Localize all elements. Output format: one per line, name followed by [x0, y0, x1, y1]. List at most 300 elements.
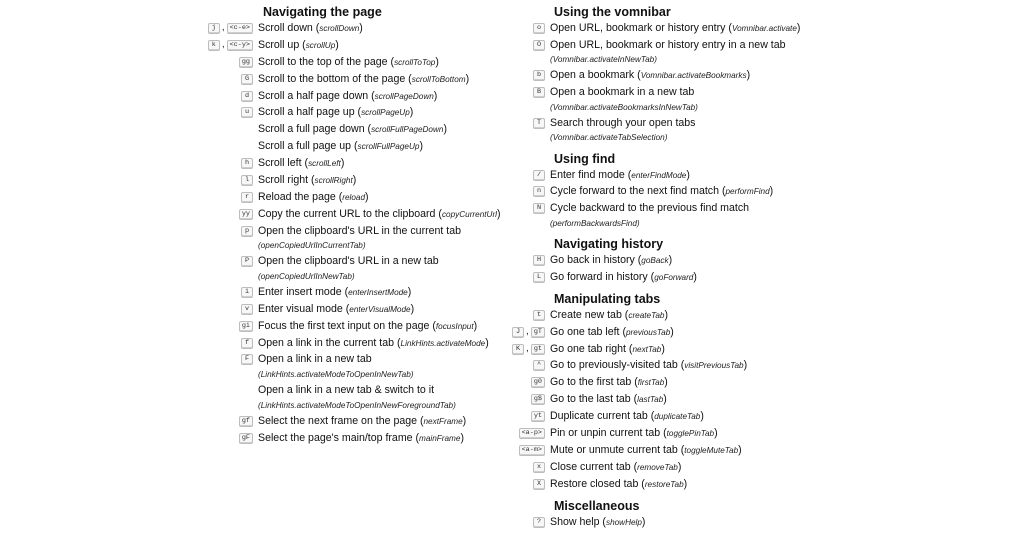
command-description: [550, 168, 1024, 184]
key-bindings: [0, 173, 258, 189]
command-name-line: (performBackwardsFind): [550, 218, 640, 228]
command-row-vomnibar-activate: [512, 21, 1024, 38]
command-row-createtab: [512, 308, 1024, 325]
command-name: scrollRight: [314, 176, 353, 186]
command-name-wrap: (Vomnibar.activate): [725, 22, 801, 34]
command-name: scrollUp: [305, 40, 336, 50]
key-badge: P: [241, 256, 253, 267]
command-name: lastTab: [637, 395, 664, 405]
key-bindings: [0, 285, 258, 301]
command-row-previoustab: [512, 325, 1024, 342]
command-description: [550, 392, 1024, 408]
command-row-nextframe: [0, 414, 512, 431]
command-row-goback: [512, 253, 1024, 270]
command-name-wrap: (scrollToBottom): [405, 72, 470, 85]
key-bindings: [0, 336, 258, 352]
command-name: createTab: [628, 310, 665, 320]
command-name-wrap: (goBack): [634, 253, 673, 266]
command-name-wrap: (scrollPageDown): [368, 89, 438, 102]
key-badge: <c-e>: [227, 23, 253, 34]
command-description: [258, 302, 512, 318]
command-row-scrollfullpageup: [0, 139, 512, 156]
command-text: Reload the page: [258, 190, 336, 203]
command-name: goBack: [641, 255, 669, 265]
command-row-scrolldown: [0, 21, 512, 38]
command-row-scrollleft: [0, 156, 512, 173]
command-name: togglePinTab: [666, 428, 715, 438]
key-badge: ^: [533, 360, 545, 371]
command-description: [550, 325, 1024, 341]
command-row-scrollfullpagedown: [0, 122, 512, 139]
command-name-wrap: (previousTab): [619, 325, 674, 338]
left-column: [0, 0, 512, 447]
command-name: copyCurrentUrl: [441, 209, 497, 219]
command-name-line: (LinkHints.activateModeToOpenInNewForegroundTab): [258, 400, 456, 410]
key-bindings: [512, 168, 550, 184]
command-name-line: (Vomnibar.activateBookmarksInNewTab): [550, 102, 698, 112]
key-separator: ,: [221, 38, 225, 50]
key-bindings: [0, 302, 258, 318]
key-bindings: [0, 72, 258, 88]
command-row-scrollright: [0, 173, 512, 190]
command-description: [258, 224, 512, 254]
command-name: LinkHints.activateModeToOpenInNewForegroundTab: [260, 400, 454, 410]
key-badge: x: [533, 462, 545, 473]
command-name: showHelp: [605, 517, 642, 527]
command-description: [258, 414, 512, 430]
command-text: Enter find mode: [550, 168, 625, 181]
command-text: Mute or unmute current tab: [550, 443, 678, 456]
command-name-wrap: (firstTab): [631, 376, 668, 389]
command-text: Open the clipboard's URL in a new tab: [258, 255, 439, 268]
command-description: [258, 431, 512, 447]
key-bindings: [512, 201, 550, 217]
command-text: Pin or unpin current tab: [550, 426, 661, 439]
command-name-wrap: (focusInput): [429, 319, 478, 332]
command-description: [550, 477, 1024, 493]
key-badge: n: [533, 186, 545, 197]
command-row-performfind: [512, 184, 1024, 201]
command-name: Vomnibar.activateBookmarks: [640, 71, 747, 81]
command-name: duplicateTab: [654, 412, 701, 422]
command-text: Scroll up: [258, 38, 300, 51]
key-badge: /: [533, 170, 545, 181]
command-row-togglepintab: [512, 426, 1024, 443]
command-row-linkhints-activatemodetoopeninnewforegroundtab: [0, 383, 512, 414]
command-name-wrap: (restoreTab): [638, 477, 688, 490]
key-bindings: [0, 207, 258, 223]
command-text: Select the page's main/top frame: [258, 431, 413, 444]
key-bindings: [512, 21, 550, 37]
command-name: scrollToBottom: [411, 74, 466, 84]
command-description: [550, 68, 1024, 84]
command-text: Scroll a full page down: [258, 123, 365, 136]
command-name: nextTab: [632, 344, 662, 354]
key-bindings: [0, 55, 258, 71]
command-description: [258, 383, 512, 413]
command-name-wrap: (removeTab): [630, 460, 682, 473]
key-badge: r: [241, 192, 253, 203]
command-name: Vomnibar.activateInNewTab: [552, 55, 655, 65]
command-description: [258, 285, 512, 301]
section-title: Miscellaneous: [554, 498, 640, 513]
command-text: Go forward in history: [550, 270, 648, 283]
command-text: Enter visual mode: [258, 302, 343, 315]
command-name-wrap: (copyCurrentUrl): [435, 207, 501, 220]
section-title: Using the vomnibar: [554, 5, 671, 19]
command-name-wrap: (enterFindMode): [624, 168, 690, 181]
command-description: [550, 38, 1024, 68]
key-bindings: [512, 477, 550, 493]
command-description: [258, 352, 512, 382]
key-badge: i: [241, 287, 253, 298]
command-description: [550, 308, 1024, 324]
key-bindings: [0, 414, 258, 430]
section-title: Manipulating tabs: [554, 291, 661, 306]
key-badge: p: [241, 226, 253, 237]
command-description: [258, 190, 512, 206]
command-name: reload: [342, 192, 366, 202]
command-name: Vomnibar.activateTabSelection: [552, 133, 665, 143]
command-name-wrap: (goForward): [647, 270, 697, 283]
key-bindings: [512, 116, 550, 132]
command-text: Cycle forward to the next find match: [550, 185, 719, 198]
command-name: scrollFullPageUp: [357, 142, 420, 152]
key-separator: ,: [526, 342, 529, 354]
command-row-goforward: [512, 270, 1024, 287]
command-text: Go to the last tab: [550, 393, 631, 406]
key-badge: K: [512, 344, 524, 355]
command-name-wrap: (scrollRight): [308, 174, 357, 187]
command-text: Open a link in a new tab & switch to it: [258, 384, 435, 397]
key-bindings: [512, 38, 550, 54]
command-description: [258, 38, 512, 54]
command-description: [550, 21, 1024, 37]
section-using-find: [512, 151, 1024, 232]
key-badge: T: [533, 118, 545, 129]
key-badge: g$: [531, 394, 545, 405]
key-badge: J: [512, 327, 524, 338]
command-text: Scroll to the top of the page: [258, 55, 388, 68]
command-text: Create new tab: [550, 308, 622, 321]
key-bindings: [0, 122, 258, 138]
command-description: [258, 21, 512, 37]
command-text: Go to previously-visited tab: [550, 359, 678, 372]
command-description: [258, 89, 512, 105]
section-navigating-the-page: [0, 4, 512, 447]
command-text: Search through your open tabs: [550, 116, 696, 129]
command-row-scrolltobottom: [0, 72, 512, 89]
key-bindings: [512, 358, 550, 374]
command-name-wrap: (toggleMuteTab): [677, 443, 742, 456]
key-bindings: [512, 460, 550, 476]
command-name: firstTab: [637, 378, 665, 388]
key-bindings: [0, 139, 258, 155]
key-badge: yy: [239, 209, 253, 220]
command-name-wrap: (enterInsertMode): [341, 285, 412, 298]
key-bindings: [0, 224, 258, 240]
command-text: Show help: [550, 515, 600, 528]
command-row-scrolltotop: [0, 55, 512, 72]
command-name-wrap: (scrollToTop): [387, 55, 439, 68]
command-name: mainFrame: [419, 433, 461, 443]
command-description: [258, 254, 512, 284]
key-badge: H: [533, 255, 545, 266]
command-name-wrap: (scrollFullPageDown): [364, 123, 447, 136]
command-text: Scroll down: [258, 22, 313, 34]
key-bindings: [512, 342, 550, 358]
key-bindings: [0, 383, 258, 399]
key-badge: <c-y>: [227, 40, 253, 51]
command-name-wrap: (togglePinTab): [660, 426, 718, 439]
command-name-line: (Vomnibar.activateTabSelection): [550, 133, 668, 143]
command-description: [550, 443, 1024, 459]
command-text: Scroll left: [258, 157, 302, 170]
command-name: restoreTab: [644, 479, 684, 489]
key-badge: gf: [239, 416, 253, 427]
command-name: openCopiedUrlInCurrentTab: [260, 241, 363, 251]
key-bindings: [512, 325, 550, 341]
key-bindings: [0, 352, 258, 368]
command-name-line: (openCopiedUrlInCurrentTab): [258, 241, 366, 251]
command-name-wrap: (nextFrame): [417, 414, 467, 427]
command-name: performFind: [725, 187, 770, 197]
key-badge: N: [533, 203, 545, 214]
command-name-wrap: (showHelp): [599, 515, 646, 528]
command-row-lasttab: [512, 392, 1024, 409]
command-text: Copy the current URL to the clipboard: [258, 207, 436, 220]
key-badge: t: [533, 310, 545, 321]
command-description: [550, 253, 1024, 269]
key-bindings: [512, 308, 550, 324]
command-name-wrap: (LinkHints.activateMode): [394, 336, 489, 349]
command-name-wrap: (lastTab): [630, 393, 667, 406]
command-text: Open a bookmark in a new tab: [550, 86, 695, 99]
command-text: Open a link in the current tab: [258, 336, 395, 349]
command-row-restoretab: [512, 477, 1024, 494]
command-name: visitPreviousTab: [684, 361, 744, 371]
command-description: [258, 72, 512, 88]
command-text: Open a link in a new tab: [258, 353, 372, 366]
key-badge: yt: [531, 411, 545, 422]
command-description: [550, 515, 1024, 531]
section-title: Navigating the page: [263, 5, 382, 19]
command-row-scrollpageup: [0, 105, 512, 122]
command-text: Scroll right: [258, 174, 309, 187]
key-badge: v: [241, 304, 253, 315]
command-name: previousTab: [625, 327, 671, 337]
command-name-wrap: (scrollFullPageUp): [351, 140, 423, 153]
key-badge: G: [241, 74, 253, 85]
command-name-wrap: (scrollPageUp): [354, 106, 414, 119]
command-name-wrap: (visitPreviousTab): [677, 359, 748, 372]
command-name: focusInput: [435, 321, 474, 331]
key-badge: j: [208, 23, 220, 34]
command-row-performbackwardsfind: [512, 201, 1024, 232]
key-badge: F: [241, 354, 253, 365]
command-text: Open URL, bookmark or history entry in a new tab: [550, 38, 786, 51]
command-row-enterfindmode: [512, 168, 1024, 185]
key-bindings: [512, 68, 550, 84]
key-bindings: [512, 392, 550, 408]
command-description: [550, 375, 1024, 391]
command-text: Go one tab left: [550, 325, 620, 338]
command-name: scrollDown: [319, 24, 360, 33]
command-text: Open URL, bookmark or history entry: [550, 22, 726, 34]
command-text: Scroll a half page down: [258, 89, 369, 102]
command-name: nextFrame: [423, 416, 463, 426]
key-bindings: [512, 270, 550, 286]
command-name-wrap: (scrollUp): [299, 38, 339, 51]
command-description: [258, 55, 512, 71]
command-row-duplicatetab: [512, 409, 1024, 426]
command-row-copycurrenturl: [0, 207, 512, 224]
command-row-showhelp: [512, 515, 1024, 532]
command-name: scrollLeft: [308, 159, 341, 169]
key-bindings: [0, 319, 258, 335]
command-row-entervisualmode: [0, 302, 512, 319]
command-name: LinkHints.activateMode: [400, 338, 486, 348]
key-bindings: [0, 156, 258, 172]
key-badge: X: [533, 479, 545, 490]
command-text: Focus the first text input on the page: [258, 319, 430, 332]
command-text: Scroll a half page up: [258, 106, 355, 119]
key-badge: g0: [531, 377, 545, 388]
command-row-scrollpagedown: [0, 89, 512, 106]
key-badge: O: [533, 40, 545, 51]
section-using-the-vomnibar: [512, 4, 1024, 147]
key-bindings: [0, 89, 258, 105]
command-name: scrollToTop: [394, 57, 436, 67]
key-badge: h: [241, 158, 253, 169]
command-row-scrollup: [0, 38, 512, 55]
command-row-linkhints-activatemodetoopeninnewtab: [0, 352, 512, 383]
key-bindings: [512, 375, 550, 391]
command-row-focusinput: [0, 319, 512, 336]
key-bindings: [0, 254, 258, 270]
key-badge: ?: [533, 517, 545, 528]
command-row-togglemutetab: [512, 443, 1024, 460]
command-description: [550, 426, 1024, 442]
command-row-nexttab: [512, 342, 1024, 359]
key-badge: gi: [239, 321, 253, 332]
command-name: goForward: [654, 272, 694, 282]
key-badge: L: [533, 272, 545, 283]
key-badge: o: [533, 23, 545, 34]
section-miscellaneous: [512, 498, 1024, 532]
command-description: [258, 105, 512, 121]
command-description: [550, 85, 1024, 115]
section-manipulating-tabs: [512, 291, 1024, 494]
command-row-mainframe: [0, 431, 512, 448]
command-name: toggleMuteTab: [684, 445, 739, 455]
section-title: Using find: [554, 151, 616, 166]
command-row-vomnibar-activatebookmarks: [512, 68, 1024, 85]
key-badge: gT: [531, 327, 545, 338]
command-text: Duplicate current tab: [550, 410, 648, 423]
command-text: Close current tab: [550, 460, 631, 473]
key-badge: k: [208, 40, 220, 51]
command-name-wrap: (performFind): [719, 185, 774, 198]
command-row-linkhints-activatemode: [0, 336, 512, 353]
key-bindings: [0, 105, 258, 121]
key-separator: ,: [526, 325, 529, 337]
command-row-reload: [0, 190, 512, 207]
command-name: scrollPageUp: [361, 108, 410, 118]
section-title: Navigating history: [554, 236, 664, 251]
command-description: [258, 122, 512, 138]
key-badge: gF: [239, 433, 253, 444]
command-description: [550, 358, 1024, 374]
key-bindings: [512, 85, 550, 101]
command-row-opencopiedurlincurrenttab: [0, 224, 512, 255]
key-bindings: [512, 426, 550, 442]
key-separator: ,: [221, 22, 225, 33]
command-name: LinkHints.activateModeToOpenInNewTab: [260, 369, 411, 379]
command-name: enterVisualMode: [349, 304, 411, 314]
command-name-wrap: (nextTab): [625, 342, 665, 355]
command-row-visitprevioustab: [512, 358, 1024, 375]
command-description: [550, 184, 1024, 200]
section-navigating-history: [512, 236, 1024, 287]
command-text: Open the clipboard's URL in the current tab: [258, 224, 462, 237]
command-name-wrap: (mainFrame): [412, 431, 464, 444]
command-row-firsttab: [512, 375, 1024, 392]
key-bindings: [0, 431, 258, 447]
command-name: Vomnibar.activateBookmarksInNewTab: [552, 102, 696, 112]
command-description: [550, 201, 1024, 231]
command-name-line: (Vomnibar.activateInNewTab): [550, 55, 657, 65]
command-text: Select the next frame on the page: [258, 414, 418, 427]
command-description: [258, 336, 512, 352]
command-name: openCopiedUrlInNewTab: [260, 271, 352, 281]
right-column: [512, 0, 1024, 531]
key-bindings: [512, 184, 550, 200]
command-name: scrollPageDown: [374, 91, 434, 101]
command-text: Cycle backward to the previous find match: [550, 202, 750, 215]
command-description: [258, 207, 512, 223]
command-text: Go one tab right: [550, 342, 626, 355]
command-text: Go to the first tab: [550, 376, 632, 389]
key-badge: b: [533, 70, 545, 81]
command-description: [258, 173, 512, 189]
command-name: removeTab: [637, 462, 678, 472]
command-name-wrap: (reload): [335, 190, 369, 203]
command-name: scrollFullPageDown: [371, 125, 444, 135]
key-bindings: [512, 515, 550, 531]
command-name-wrap: (createTab): [621, 308, 668, 321]
command-description: [258, 319, 512, 335]
command-description: [550, 270, 1024, 286]
key-badge: d: [241, 91, 253, 102]
key-badge: <a-p>: [519, 428, 545, 439]
command-name: Vomnibar.activate: [731, 24, 797, 33]
key-bindings: [0, 38, 258, 54]
key-badge: <a-m>: [519, 445, 545, 456]
key-bindings: [512, 443, 550, 459]
command-text: Enter insert mode: [258, 285, 342, 298]
command-description: [550, 409, 1024, 425]
key-bindings: [0, 190, 258, 206]
command-name: enterInsertMode: [348, 287, 408, 297]
command-name-wrap: (scrollLeft): [301, 157, 345, 170]
command-name-wrap: (Vomnibar.activateBookmarks): [634, 69, 751, 82]
command-row-opencopiedurlinnewtab: [0, 254, 512, 285]
key-badge: u: [241, 107, 253, 118]
command-name-wrap: (duplicateTab): [647, 410, 704, 423]
command-name-line: (openCopiedUrlInNewTab): [258, 271, 355, 281]
command-text: Open a bookmark: [550, 69, 635, 82]
